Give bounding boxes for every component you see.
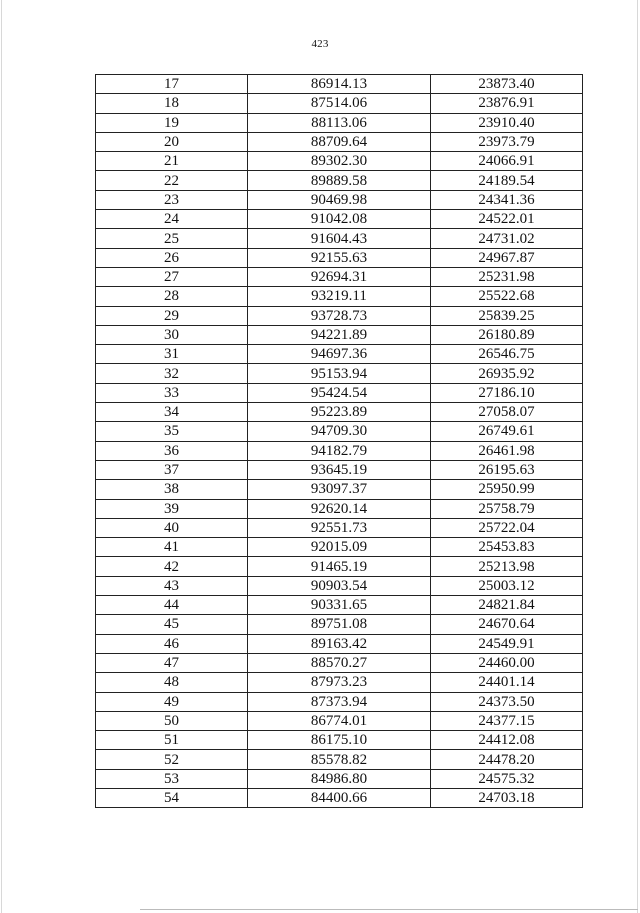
table-row xyxy=(96,383,583,402)
scan-left-edge xyxy=(1,0,2,913)
value-b-cell: 27058.07 xyxy=(431,403,583,422)
value-b-cell: 26749.61 xyxy=(431,422,583,441)
page-number: 423 xyxy=(311,38,329,50)
row-index-cell: 18 xyxy=(96,94,248,113)
value-b-cell: 26180.89 xyxy=(431,325,583,344)
row-index-cell: 47 xyxy=(96,653,248,672)
row-index-cell: 41 xyxy=(96,538,248,557)
value-a-cell: 92551.73 xyxy=(248,518,431,537)
value-a-cell: 92015.09 xyxy=(248,538,431,557)
value-b-cell: 24522.01 xyxy=(431,210,583,229)
value-a-cell: 90331.65 xyxy=(248,596,431,615)
value-b-cell: 24377.15 xyxy=(431,711,583,730)
table-body xyxy=(96,75,583,808)
value-a-cell: 94709.30 xyxy=(248,422,431,441)
value-a-cell: 89889.58 xyxy=(248,171,431,190)
table-row xyxy=(96,94,583,113)
table-row xyxy=(96,325,583,344)
row-index-cell: 34 xyxy=(96,403,248,422)
value-b-cell: 24412.08 xyxy=(431,731,583,750)
row-index-cell: 17 xyxy=(96,75,248,94)
table-row xyxy=(96,634,583,653)
value-b-cell: 25231.98 xyxy=(431,267,583,286)
table-row xyxy=(96,460,583,479)
value-b-cell: 25722.04 xyxy=(431,518,583,537)
value-b-cell: 24549.91 xyxy=(431,634,583,653)
table-row xyxy=(96,441,583,460)
row-index-cell: 50 xyxy=(96,711,248,730)
table-row xyxy=(96,152,583,171)
table-row xyxy=(96,267,583,286)
table-row xyxy=(96,403,583,422)
row-index-cell: 53 xyxy=(96,769,248,788)
table-row xyxy=(96,229,583,248)
row-index-cell: 40 xyxy=(96,518,248,537)
value-b-cell: 24821.84 xyxy=(431,596,583,615)
row-index-cell: 35 xyxy=(96,422,248,441)
row-index-cell: 38 xyxy=(96,480,248,499)
value-a-cell: 94697.36 xyxy=(248,345,431,364)
row-index-cell: 49 xyxy=(96,692,248,711)
value-a-cell: 92694.31 xyxy=(248,267,431,286)
row-index-cell: 24 xyxy=(96,210,248,229)
table-row xyxy=(96,113,583,132)
table-row xyxy=(96,345,583,364)
value-b-cell: 26461.98 xyxy=(431,441,583,460)
row-index-cell: 32 xyxy=(96,364,248,383)
value-a-cell: 92620.14 xyxy=(248,499,431,518)
value-b-cell: 23910.40 xyxy=(431,113,583,132)
row-index-cell: 45 xyxy=(96,615,248,634)
value-b-cell: 24703.18 xyxy=(431,788,583,807)
value-b-cell: 25522.68 xyxy=(431,287,583,306)
value-a-cell: 86914.13 xyxy=(248,75,431,94)
value-a-cell: 86774.01 xyxy=(248,711,431,730)
table-row xyxy=(96,750,583,769)
value-b-cell: 26546.75 xyxy=(431,345,583,364)
value-a-cell: 84986.80 xyxy=(248,769,431,788)
value-b-cell: 24373.50 xyxy=(431,692,583,711)
value-a-cell: 95424.54 xyxy=(248,383,431,402)
value-b-cell: 27186.10 xyxy=(431,383,583,402)
row-index-cell: 19 xyxy=(96,113,248,132)
row-index-cell: 42 xyxy=(96,557,248,576)
table-row xyxy=(96,711,583,730)
row-index-cell: 48 xyxy=(96,673,248,692)
scan-bottom-edge xyxy=(140,909,638,910)
value-a-cell: 90903.54 xyxy=(248,576,431,595)
table-row xyxy=(96,364,583,383)
table-row xyxy=(96,171,583,190)
value-b-cell: 24478.20 xyxy=(431,750,583,769)
row-index-cell: 46 xyxy=(96,634,248,653)
value-a-cell: 87973.23 xyxy=(248,673,431,692)
row-index-cell: 25 xyxy=(96,229,248,248)
value-a-cell: 91604.43 xyxy=(248,229,431,248)
value-b-cell: 23873.40 xyxy=(431,75,583,94)
row-index-cell: 27 xyxy=(96,267,248,286)
value-b-cell: 24189.54 xyxy=(431,171,583,190)
value-b-cell: 24967.87 xyxy=(431,248,583,267)
value-a-cell: 93097.37 xyxy=(248,480,431,499)
value-a-cell: 88709.64 xyxy=(248,132,431,151)
table-row xyxy=(96,769,583,788)
value-a-cell: 93645.19 xyxy=(248,460,431,479)
table-row xyxy=(96,538,583,557)
value-b-cell: 24460.00 xyxy=(431,653,583,672)
value-a-cell: 88570.27 xyxy=(248,653,431,672)
value-a-cell: 87514.06 xyxy=(248,94,431,113)
row-index-cell: 29 xyxy=(96,306,248,325)
value-a-cell: 90469.98 xyxy=(248,190,431,209)
value-a-cell: 86175.10 xyxy=(248,731,431,750)
table-row xyxy=(96,287,583,306)
row-index-cell: 31 xyxy=(96,345,248,364)
row-index-cell: 23 xyxy=(96,190,248,209)
row-index-cell: 43 xyxy=(96,576,248,595)
value-a-cell: 89163.42 xyxy=(248,634,431,653)
value-a-cell: 93219.11 xyxy=(248,287,431,306)
value-a-cell: 85578.82 xyxy=(248,750,431,769)
row-index-cell: 33 xyxy=(96,383,248,402)
table-row xyxy=(96,499,583,518)
table-row xyxy=(96,731,583,750)
row-index-cell: 36 xyxy=(96,441,248,460)
value-b-cell: 24575.32 xyxy=(431,769,583,788)
value-a-cell: 95223.89 xyxy=(248,403,431,422)
value-a-cell: 84400.66 xyxy=(248,788,431,807)
table-row xyxy=(96,306,583,325)
table-row xyxy=(96,576,583,595)
table-row xyxy=(96,248,583,267)
scan-right-edge xyxy=(637,0,638,913)
value-b-cell: 24341.36 xyxy=(431,190,583,209)
row-index-cell: 52 xyxy=(96,750,248,769)
table-row xyxy=(96,673,583,692)
value-b-cell: 23876.91 xyxy=(431,94,583,113)
value-a-cell: 94221.89 xyxy=(248,325,431,344)
value-b-cell: 26195.63 xyxy=(431,460,583,479)
row-index-cell: 22 xyxy=(96,171,248,190)
row-index-cell: 44 xyxy=(96,596,248,615)
table-row xyxy=(96,480,583,499)
value-b-cell: 25839.25 xyxy=(431,306,583,325)
value-b-cell: 25003.12 xyxy=(431,576,583,595)
row-index-cell: 54 xyxy=(96,788,248,807)
row-index-cell: 20 xyxy=(96,132,248,151)
value-a-cell: 89751.08 xyxy=(248,615,431,634)
value-a-cell: 92155.63 xyxy=(248,248,431,267)
table-row xyxy=(96,692,583,711)
value-a-cell: 88113.06 xyxy=(248,113,431,132)
row-index-cell: 51 xyxy=(96,731,248,750)
row-index-cell: 30 xyxy=(96,325,248,344)
table-row xyxy=(96,596,583,615)
table-row xyxy=(96,210,583,229)
value-b-cell: 26935.92 xyxy=(431,364,583,383)
value-a-cell: 93728.73 xyxy=(248,306,431,325)
value-a-cell: 91042.08 xyxy=(248,210,431,229)
value-b-cell: 24066.91 xyxy=(431,152,583,171)
table-row xyxy=(96,653,583,672)
data-table xyxy=(95,74,583,808)
row-index-cell: 37 xyxy=(96,460,248,479)
table-row xyxy=(96,788,583,807)
table-row xyxy=(96,518,583,537)
row-index-cell: 39 xyxy=(96,499,248,518)
value-b-cell: 25213.98 xyxy=(431,557,583,576)
row-index-cell: 26 xyxy=(96,248,248,267)
value-b-cell: 24670.64 xyxy=(431,615,583,634)
table-row xyxy=(96,615,583,634)
value-b-cell: 24731.02 xyxy=(431,229,583,248)
value-b-cell: 23973.79 xyxy=(431,132,583,151)
value-a-cell: 94182.79 xyxy=(248,441,431,460)
value-b-cell: 25453.83 xyxy=(431,538,583,557)
table-row xyxy=(96,132,583,151)
value-a-cell: 87373.94 xyxy=(248,692,431,711)
value-a-cell: 89302.30 xyxy=(248,152,431,171)
table-row xyxy=(96,75,583,94)
table-row xyxy=(96,422,583,441)
table-row xyxy=(96,190,583,209)
row-index-cell: 28 xyxy=(96,287,248,306)
value-a-cell: 95153.94 xyxy=(248,364,431,383)
value-b-cell: 24401.14 xyxy=(431,673,583,692)
value-a-cell: 91465.19 xyxy=(248,557,431,576)
value-b-cell: 25758.79 xyxy=(431,499,583,518)
row-index-cell: 21 xyxy=(96,152,248,171)
table-row xyxy=(96,557,583,576)
value-b-cell: 25950.99 xyxy=(431,480,583,499)
